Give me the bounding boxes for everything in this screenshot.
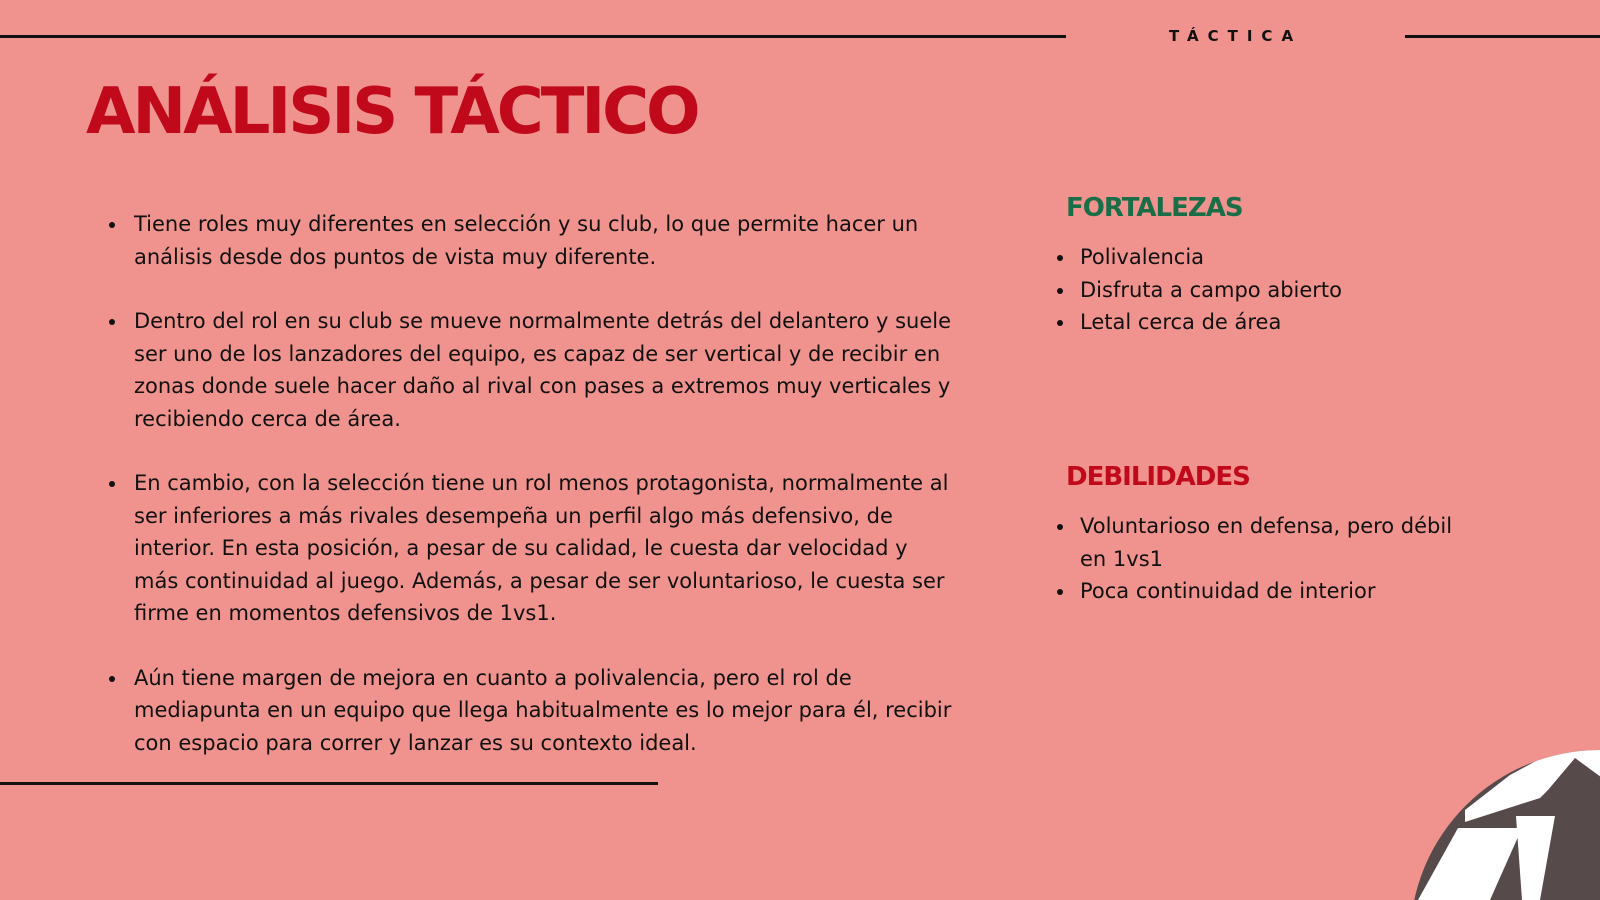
strength-item: • Polivalencia [1076,241,1456,274]
page-title: ANÁLISIS TÁCTICO [86,75,698,149]
strength-item: • Disfruta a campo abierto [1076,274,1456,307]
section-tag: TÁCTICA [1168,27,1303,45]
weaknesses-list [1052,510,1456,608]
bottom-divider [0,782,658,785]
analysis-point: • Aún tiene margen de mejora en cuanto a polivalencia, pero el rol de mediapunta en un equipo que llega habitualmente es lo mejor para él, recibir con espacio para correr y lanzar es su contexto ideal. [128,662,958,760]
analysis-point: • En cambio, con la selección tiene un rol menos protagonista, normalmente al ser inferiores a más rivales desempeña un perfil algo más defensivo, de interior. En esta posición, a pesar de su calidad, le cuesta dar velocidad y más continuidad al juego. Además, a pesar de ser voluntarioso, le cuesta ser firme en momentos defensivos de 1vs1. [128,467,958,630]
weakness-item: • Voluntarioso en defensa, pero débil en 1vs1 [1076,510,1456,575]
analysis-list [104,208,958,759]
analysis-point: • Dentro del rol en su club se mueve normalmente detrás del delantero y suele ser uno de los lanzadores del equipo, es capaz de ser vertical y de recibir en zonas donde suele hacer daño al rival con pases a extremos muy verticales y recibiendo cerca de área. [128,305,958,435]
weaknesses-heading: DEBILIDADES [1066,462,1250,492]
weakness-item: • Poca continuidad de interior [1076,575,1456,608]
strengths-heading: FORTALEZAS [1066,193,1243,223]
top-divider-left [0,35,1066,38]
strength-item: • Letal cerca de área [1076,306,1456,339]
soccer-ball-icon [1410,740,1600,900]
analysis-point: • Tiene roles muy diferentes en selección y su club, lo que permite hacer un análisis desde dos puntos de vista muy diferente. [128,208,958,273]
top-divider-right [1405,35,1600,38]
strengths-list [1052,241,1456,339]
